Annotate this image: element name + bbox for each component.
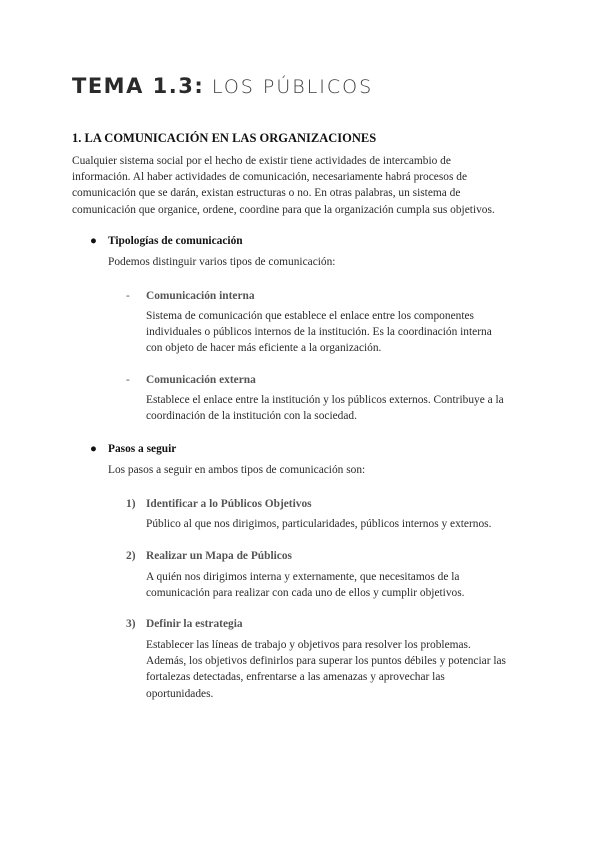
subitem-line: coordinación de la institución con la sociedad. <box>146 410 357 423</box>
dash-marker: - <box>126 290 130 302</box>
bullet-intro: Podemos distinguir varios tipos de comunicación: <box>108 256 336 268</box>
step-line: Además, los objetivos definirlos para superar los puntos débiles y potenciar las <box>146 655 506 668</box>
subitem-line: individuales o públicos internos de la institución. Es la coordinación interna <box>146 326 492 339</box>
subitem-line: con objeto de hacer más eficiente a la organización. <box>146 342 382 355</box>
bullet-pasos <box>90 443 176 455</box>
dash-marker: - <box>126 374 130 386</box>
subitem-line: Sistema de comunicación que establece el enlace entre los componentes <box>146 310 474 322</box>
bullet-heading: Pasos a seguir <box>108 443 177 455</box>
section-heading: 1. LA COMUNICACIÓN EN LAS ORGANIZACIONES <box>72 131 377 145</box>
step-line: Establecer las líneas de trabajo y objetivos para resolver los problemas. <box>146 639 471 651</box>
subitem-paragraph <box>146 392 536 424</box>
paragraph-line: comunicación que organice, ordene, coordine para que la organización cumpla sus objetivos. <box>72 203 495 216</box>
step-line: A quién nos dirigimos interna y externamente, que necesitamos de la <box>146 571 460 583</box>
step-line: oportunidades. <box>146 687 214 700</box>
bullet-heading: Tipologías de comunicación <box>108 235 243 247</box>
title-sub: LOS PÚBLICOS <box>211 76 374 98</box>
subitem-line: Establece el enlace entre la institución y los públicos externos. Contribuye a la <box>146 394 504 406</box>
step-paragraph <box>146 637 546 702</box>
section-paragraph <box>72 153 532 218</box>
paragraph-line: comunicación que se darán, existan estructuras o no. En otras palabras, un sistema de <box>72 187 461 200</box>
bullet-icon: ● <box>90 235 97 247</box>
step-title: Identificar a lo Públicos Objetivos <box>146 498 312 510</box>
bullet-icon: ● <box>90 443 97 455</box>
paragraph-line: información. Al haber actividades de comunicación, necesariamente habrá procesos de <box>72 171 468 184</box>
paragraph-line: Cualquier sistema social por el hecho de existir tiene actividades de intercambio de <box>72 155 451 167</box>
step-title: Realizar un Mapa de Públicos <box>146 550 292 562</box>
bullet-intro: Los pasos a seguir en ambos tipos de comunicación son: <box>108 464 366 476</box>
bullet-tipologias <box>90 235 243 247</box>
subitem-title: Comunicación interna <box>146 290 255 302</box>
step-paragraph <box>146 569 536 601</box>
step-number: 1) <box>126 498 136 510</box>
step-title: Definir la estrategia <box>146 618 243 630</box>
page-title <box>72 74 373 98</box>
step-line: comunicación para realizar con cada uno de ellos y cumplir objetivos. <box>146 587 465 600</box>
subitem-paragraph <box>146 308 536 357</box>
step-number: 2) <box>126 550 136 562</box>
step-paragraph <box>146 516 536 532</box>
step-number: 3) <box>126 618 136 630</box>
step-line: Público al que nos dirigimos, particularidades, públicos internos y externos. <box>146 518 492 530</box>
subitem-title: Comunicación externa <box>146 374 256 386</box>
title-main: TEMA 1.3: <box>72 74 205 98</box>
step-line: fortalezas detectadas, enfrentarse a las amenazas y aprovechar las <box>146 671 445 684</box>
